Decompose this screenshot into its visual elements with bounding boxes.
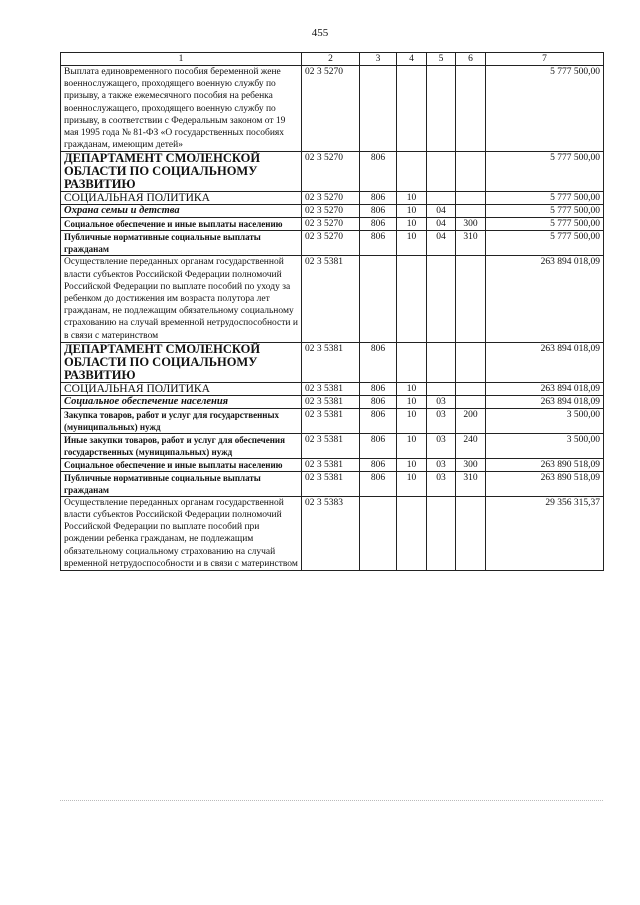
cell-name: СОЦИАЛЬНАЯ ПОЛИТИКА <box>61 382 302 395</box>
column-header: 6 <box>456 53 486 66</box>
cell-subsection-code <box>427 192 456 205</box>
cell-expense-type <box>456 496 486 570</box>
cell-subsection-code <box>427 256 456 342</box>
column-header: 4 <box>397 53 427 66</box>
table-row <box>61 192 604 205</box>
cell-section-code: 10 <box>397 218 427 231</box>
cell-target-code: 02 3 5383 <box>302 496 360 570</box>
cell-subsection-code: 03 <box>427 458 456 471</box>
cell-amount: 263 894 018,09 <box>486 382 604 395</box>
cell-department-code <box>360 256 397 342</box>
column-header: 2 <box>302 53 360 66</box>
cell-amount: 5 777 500,00 <box>486 205 604 218</box>
cell-amount: 263 894 018,09 <box>486 395 604 408</box>
cell-department-code <box>360 66 397 152</box>
table-row <box>61 231 604 256</box>
cell-expense-type: 240 <box>456 433 486 458</box>
cell-department-code: 806 <box>360 152 397 192</box>
cell-expense-type <box>456 66 486 152</box>
cell-name: Закупка товаров, работ и услуг для государственных (муниципальных) нужд <box>61 408 302 433</box>
cell-department-code: 806 <box>360 218 397 231</box>
cell-department-code: 806 <box>360 382 397 395</box>
cell-section-code <box>397 256 427 342</box>
cell-department-code: 806 <box>360 205 397 218</box>
cell-amount: 5 777 500,00 <box>486 192 604 205</box>
cell-target-code: 02 3 5270 <box>302 231 360 256</box>
cell-target-code: 02 3 5270 <box>302 218 360 231</box>
cell-section-code: 10 <box>397 408 427 433</box>
cell-amount: 5 777 500,00 <box>486 231 604 256</box>
cell-subsection-code: 03 <box>427 433 456 458</box>
cell-expense-type <box>456 192 486 205</box>
cell-target-code: 02 3 5381 <box>302 408 360 433</box>
cell-expense-type <box>456 205 486 218</box>
cell-department-code: 806 <box>360 231 397 256</box>
cell-section-code <box>397 66 427 152</box>
cell-subsection-code: 04 <box>427 205 456 218</box>
cell-name: Иные закупки товаров, работ и услуг для обеспечения государственных (муниципальных) нужд <box>61 433 302 458</box>
table-row <box>61 433 604 458</box>
table-row <box>61 458 604 471</box>
cell-department-code: 806 <box>360 433 397 458</box>
cell-subsection-code <box>427 66 456 152</box>
table-row <box>61 395 604 408</box>
cell-subsection-code: 03 <box>427 395 456 408</box>
cell-name: Осуществление переданных органам государственной власти субъектов Российской Федерации полномочий Российской Федерации по выплате пособий по уходу за ребенком до достижения им возраста полутора лет гражданам, не подлежащим обязательному социальному страхованию на случай временной нетрудоспособности и в связи с материнством <box>61 256 302 342</box>
cell-section-code: 10 <box>397 382 427 395</box>
cell-section-code <box>397 496 427 570</box>
cell-amount: 29 356 315,37 <box>486 496 604 570</box>
cell-section-code: 10 <box>397 433 427 458</box>
cell-department-code <box>360 496 397 570</box>
cell-section-code <box>397 342 427 382</box>
cell-expense-type: 300 <box>456 218 486 231</box>
cell-expense-type <box>456 342 486 382</box>
cell-department-code: 806 <box>360 471 397 496</box>
cell-subsection-code: 04 <box>427 231 456 256</box>
table-row <box>61 152 604 192</box>
cell-expense-type: 310 <box>456 471 486 496</box>
cell-target-code: 02 3 5381 <box>302 395 360 408</box>
column-header: 1 <box>61 53 302 66</box>
column-header: 5 <box>427 53 456 66</box>
cell-amount: 5 777 500,00 <box>486 66 604 152</box>
table-row <box>61 496 604 570</box>
cell-expense-type: 200 <box>456 408 486 433</box>
table-header-row <box>61 53 604 66</box>
cell-target-code: 02 3 5270 <box>302 205 360 218</box>
cell-department-code: 806 <box>360 408 397 433</box>
cell-amount: 3 500,00 <box>486 408 604 433</box>
cell-amount: 3 500,00 <box>486 433 604 458</box>
column-header: 7 <box>486 53 604 66</box>
cell-target-code: 02 3 5381 <box>302 342 360 382</box>
cell-subsection-code: 03 <box>427 471 456 496</box>
cell-amount: 5 777 500,00 <box>486 152 604 192</box>
cell-section-code: 10 <box>397 205 427 218</box>
cell-subsection-code <box>427 152 456 192</box>
page-number: 455 <box>311 27 329 39</box>
cell-section-code: 10 <box>397 458 427 471</box>
cell-name: Социальное обеспечение населения <box>61 395 302 408</box>
table-row <box>61 408 604 433</box>
cell-subsection-code: 04 <box>427 218 456 231</box>
cell-target-code: 02 3 5381 <box>302 256 360 342</box>
cell-name: Социальное обеспечение и иные выплаты населению <box>61 458 302 471</box>
cell-name: Осуществление переданных органам государственной власти субъектов Российской Федерации полномочий Российской Федерации по выплате пособий при рождении ребенка гражданам, не подлежащим обязательному социальному страхованию на случай временной нетрудоспособности и в связи с материнством <box>61 496 302 570</box>
cell-subsection-code: 03 <box>427 408 456 433</box>
cell-name: СОЦИАЛЬНАЯ ПОЛИТИКА <box>61 192 302 205</box>
cell-department-code: 806 <box>360 342 397 382</box>
scan-artifact-line <box>60 800 603 801</box>
cell-name: ДЕПАРТАМЕНТ СМОЛЕНСКОЙ ОБЛАСТИ ПО СОЦИАЛЬНОМУ РАЗВИТИЮ <box>61 152 302 192</box>
cell-name: Охрана семьи и детства <box>61 205 302 218</box>
cell-expense-type: 310 <box>456 231 486 256</box>
cell-target-code: 02 3 5270 <box>302 152 360 192</box>
cell-amount: 263 890 518,09 <box>486 471 604 496</box>
cell-expense-type: 300 <box>456 458 486 471</box>
cell-amount: 5 777 500,00 <box>486 218 604 231</box>
budget-table <box>60 52 604 571</box>
cell-target-code: 02 3 5270 <box>302 192 360 205</box>
column-header: 3 <box>360 53 397 66</box>
table-row <box>61 66 604 152</box>
table-row <box>61 256 604 342</box>
cell-section-code: 10 <box>397 231 427 256</box>
cell-name: Социальное обеспечение и иные выплаты населению <box>61 218 302 231</box>
table-row <box>61 382 604 395</box>
cell-target-code: 02 3 5381 <box>302 471 360 496</box>
table-row <box>61 471 604 496</box>
cell-target-code: 02 3 5381 <box>302 458 360 471</box>
cell-name: Выплата единовременного пособия беременной жене военнослужащего, проходящего военную службу по призыву, а также ежемесячного пособия на ребенка военнослужащего, проходящего военную службу по призыву, в соответствии с Федеральным законом от 19 мая 1995 года № 81-ФЗ «О государственных пособиях гражданам, имеющим детей» <box>61 66 302 152</box>
cell-expense-type <box>456 152 486 192</box>
cell-name: Публичные нормативные социальные выплаты гражданам <box>61 231 302 256</box>
table-row <box>61 218 604 231</box>
cell-subsection-code <box>427 496 456 570</box>
cell-section-code: 10 <box>397 471 427 496</box>
cell-subsection-code <box>427 382 456 395</box>
cell-amount: 263 894 018,09 <box>486 256 604 342</box>
cell-expense-type <box>456 256 486 342</box>
cell-amount: 263 894 018,09 <box>486 342 604 382</box>
cell-section-code: 10 <box>397 395 427 408</box>
cell-department-code: 806 <box>360 395 397 408</box>
cell-target-code: 02 3 5381 <box>302 382 360 395</box>
cell-amount: 263 890 518,09 <box>486 458 604 471</box>
cell-section-code <box>397 152 427 192</box>
cell-name: Публичные нормативные социальные выплаты гражданам <box>61 471 302 496</box>
table-row <box>61 205 604 218</box>
cell-target-code: 02 3 5381 <box>302 433 360 458</box>
cell-target-code: 02 3 5270 <box>302 66 360 152</box>
cell-expense-type <box>456 395 486 408</box>
cell-expense-type <box>456 382 486 395</box>
cell-department-code: 806 <box>360 458 397 471</box>
cell-name: ДЕПАРТАМЕНТ СМОЛЕНСКОЙ ОБЛАСТИ ПО СОЦИАЛЬНОМУ РАЗВИТИЮ <box>61 342 302 382</box>
table-row <box>61 342 604 382</box>
cell-section-code: 10 <box>397 192 427 205</box>
cell-subsection-code <box>427 342 456 382</box>
cell-department-code: 806 <box>360 192 397 205</box>
